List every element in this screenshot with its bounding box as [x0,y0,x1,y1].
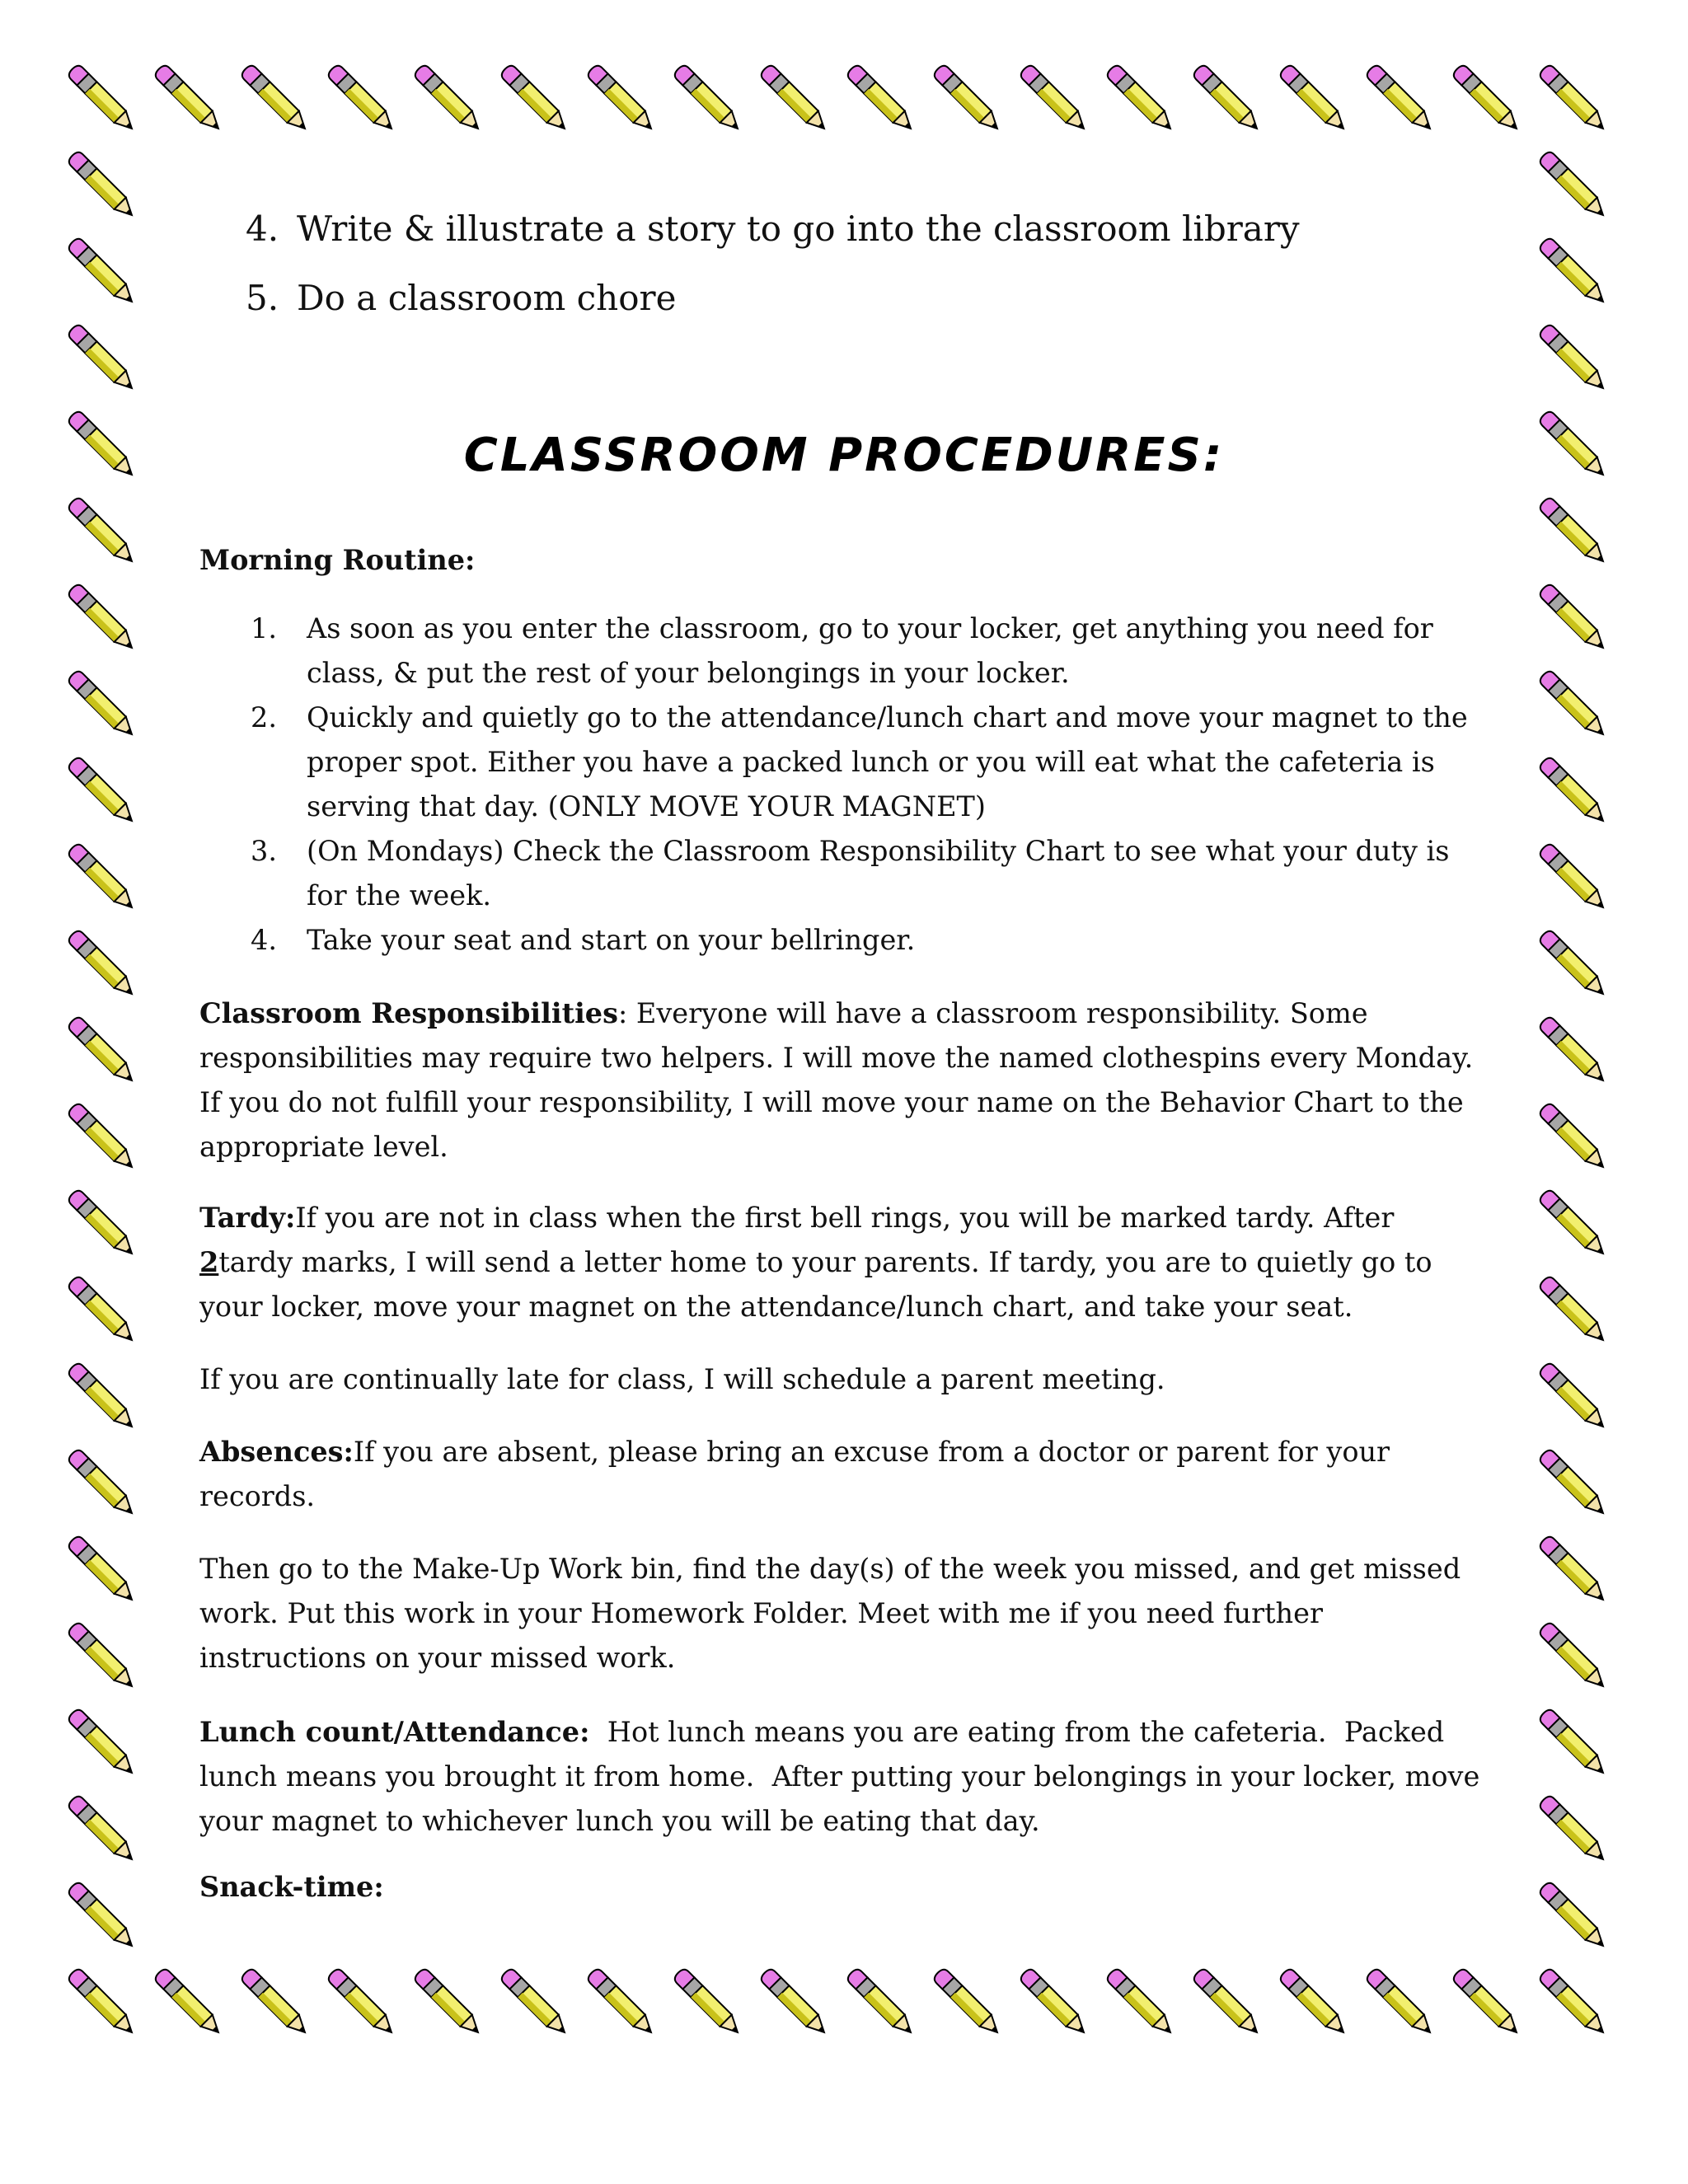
list-item: 4. Take your seat and start on your bellringer. [251,924,916,956]
snack-time-label: Snack-time: [199,1871,384,1903]
list-item: 4. Write & illustrate a story to go into the classroom library [246,209,1300,249]
tardy-count: 2 [199,1246,219,1278]
late-paragraph: If you are continually late for class, I will schedule a parent meeting. [199,1363,1165,1395]
list-item: 3. (On Mondays) Check the Classroom Responsibility Chart to see what your duty is for the week. [251,835,1450,912]
continued-list [246,194,1300,333]
lunch-paragraph: Lunch count/Attendance: Hot lunch means you are eating from the cafeteria. Packed lunch means you brought it from home. After putting your belongings in your locker, move your magnet to whichever lunch you will be eating that day. [199,1716,1489,1837]
tardy-paragraph: Tardy:If you are not in class when the first bell rings, you will be marked tardy. After 2tardy marks, I will send a letter home to your parents. If tardy, you are to quietly go to your locker, move your magnet on the attendance/lunch chart, and take your seat. [199,1202,1432,1323]
list-item: 5. Do a classroom chore [246,278,677,318]
morning-routine-steps [199,607,1493,963]
morning-routine-label: Morning Routine: [199,544,476,576]
list-item: 1. As soon as you enter the classroom, go to your locker, get anything you need for class, & put the rest of your belongings in your locker. [251,612,1433,689]
absences-paragraph: Absences:If you are absent, please bring an excuse from a doctor or parent for your records. [199,1436,1390,1512]
page-heading: CLASSROOM PROCEDURES: [463,429,1225,482]
list-item: 2. Quickly and quietly go to the attendance/lunch chart and move your magnet to the proper spot. Either you have a packed lunch or you will eat what the cafeteria is serving that day. (ONLY MOVE YOUR MAGNET) [251,701,1468,823]
responsibilities-paragraph: Classroom Responsibilities: Everyone will have a classroom responsibility. Some responsibilities may require two helpers. I will move the named clothespins every Monday. If you do not fulfill your responsibility, I will move your name on the Behavior Chart to the appropriate level. [199,997,1474,1163]
makeup-paragraph: Then go to the Make-Up Work bin, find the day(s) of the week you missed, and get missed work. Put this work in your Homework Folder. Meet with me if you need further instructions on your missed work. [199,1553,1461,1674]
